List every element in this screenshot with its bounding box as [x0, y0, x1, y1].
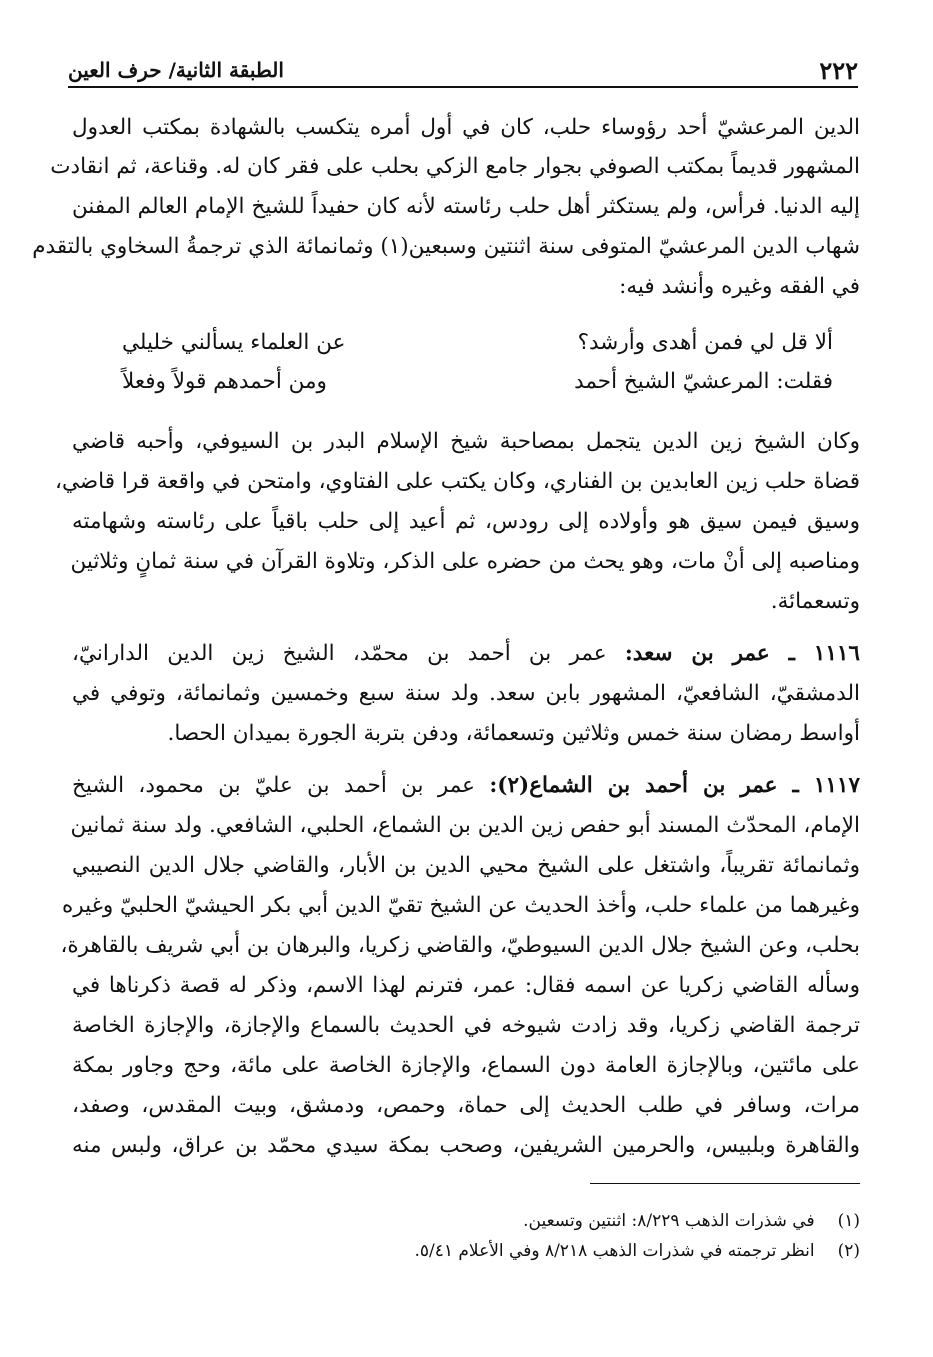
entry-1117-intro: عمر بن أحمد بن عليّ بن محمود، الشيخ: [72, 773, 475, 798]
entry-1116-intro: عمر بن أحمد بن محمّد، الشيخ زين الدين الدارانيّ،: [72, 641, 607, 666]
footnote-2: [72, 1236, 860, 1266]
paragraph2-line-5: وتسعمائة.: [770, 589, 860, 614]
footnote-1: [72, 1206, 860, 1236]
verse-1-second-hemistich: عن العلماء يسألني خليلي: [122, 330, 346, 355]
entry-1117-line-7: ترجمة القاضي زكريا، وقد زادت شيوخه في الحديث بالسماع والإجازة، والإجازة الخاصة: [72, 1013, 860, 1038]
footnote-2-marker: (٢): [837, 1241, 860, 1261]
entry-1116-line-1: [72, 634, 860, 674]
page-number: ٢٢٢: [819, 56, 858, 85]
entry-1116-line-2: الدمشقيّ، الشافعيّ، المشهور بابن سعد. ولد سنة سبع وخمسين وثمانمائة، وتوفي في: [72, 681, 860, 706]
entry-1117-line-9: مرات، وسافر في طلب الحديث إلى حماة، وحمص، ودمشق، وبيت المقدس، وصفد،: [72, 1093, 860, 1118]
paragraph2-line-3: وسيق فيمن سيق هو وأولاده إلى رودس، ثم أعيد إلى حلب باقياً على رئاسته وشهامته: [72, 509, 860, 534]
paragraph1-line-4: شهاب الدين المرعشيّ المتوفى سنة اثنتين وسبعين(١) وثمانمائة الذي ترجمةُ السخاوي بالتقدم: [32, 234, 860, 259]
entry-1117-line-10: والقاهرة وبلبيس، والحرمين الشريفين، وصحب بمكة سيدي محمّد بن عراق، ولبس منه: [72, 1133, 860, 1158]
entry-1117-line-6: وسأله القاضي زكريا عن اسمه فقال: عمر، فترنم لهذا الاسم، وذكر له قصة ذكرناها في: [72, 973, 860, 998]
entry-1117-line-4: وغيرهما من علماء حلب، وأخذ الحديث عن الشيخ تقيّ الدين أبي بكر الحيشيّ الحلبيّ وغيره: [61, 893, 860, 918]
running-title: الطبقة الثانية/ حرف العين: [68, 58, 284, 82]
paragraph1-line-5: في الفقه وغيره وأنشد فيه:: [619, 274, 860, 299]
paragraph1-line-2: المشهور قديماً بمكتب الصوفي بجوار جامع الزكي بحلب على فقر كان له. وقناعة، ثم انقادت: [50, 154, 860, 179]
entry-1117-heading: ١١١٧ ـ عمر بن أحمد بن الشماع(٢):: [489, 773, 861, 798]
verse-1-first-hemistich: ألا قل لي فمن أهدى وأرشد؟: [577, 330, 833, 355]
entry-1117-line-8: على مائتين، وبالإجازة العامة دون السماع، والإجازة الخاصة على مائة، وحج وجاور بمكة: [72, 1053, 860, 1078]
verse-2-first-hemistich: فقلت: المرعشيّ الشيخ أحمد: [574, 369, 833, 394]
footnote-separator: [590, 1183, 860, 1184]
footnote-1-text: في شذرات الذهب ٨/٢٢٩: اثنتين وتسعين.: [523, 1211, 815, 1231]
paragraph2-line-1: وكان الشيخ زين الدين يتجمل بمصاحبة شيخ الإسلام البدر بن السيوفي، وأحبه قاضي: [72, 429, 860, 454]
entry-1117-line-2: الإمام، المحدّث المسند أبو حفص زين الدين بن الشماع، الحلبي، الشافعي. ولد سنة ثمانين: [70, 813, 860, 838]
entry-1117-line-5: بحلب، وعن الشيخ جلال الدين السيوطيّ، والقاضي زكريا، والبرهان بن أبي شريف بالقاهرة،: [60, 933, 860, 958]
entry-1117-line-3: وثمانمائة تقريباً، واشتغل على الشيخ محيي الدين بن الأبار، والقاضي جلال الدين النصيبي: [72, 853, 860, 878]
entry-1117-line-1: [72, 766, 860, 806]
footnote-2-text: انظر ترجمته في شذرات الذهب ٨/٢١٨ وفي الأعلام ٥/٤١.: [414, 1241, 815, 1261]
page-header: [68, 52, 858, 88]
footnote-1-marker: (١): [837, 1211, 860, 1231]
paragraph2-line-2: قضاة حلب زين العابدين بن الفناري، وكان يكتب على الفتاوي، وامتحن في واقعة قرا قاضي،: [55, 469, 860, 494]
paragraph1-line-3: إليه الدنيا. فرأس، ولم يستكثر أهل حلب رئاسته لأنه كان حفيداً للشيخ الإمام العالم المفنن: [72, 194, 860, 219]
entry-1116-heading: ١١١٦ ـ عمر بن سعد:: [624, 641, 860, 666]
paragraph1-line-1: الدين المرعشيّ أحد رؤوساء حلب، كان في أول أمره يتكسب بالشهادة بمكتب العدول: [72, 115, 860, 140]
paragraph2-line-4: ومناصبه إلى أنْ مات، وهو يحث من حضره على الذكر، وتلاوة القرآن في سنة ثمانٍ وثلاثين: [70, 549, 860, 574]
entry-1116-line-3: أواسط رمضان سنة خمس وثلاثين وتسعمائة، ودفن بتربة الجورة بميدان الحصا.: [167, 721, 860, 746]
verse-2-second-hemistich: ومن أحمدهم قولاً وفعلاً: [122, 369, 327, 394]
